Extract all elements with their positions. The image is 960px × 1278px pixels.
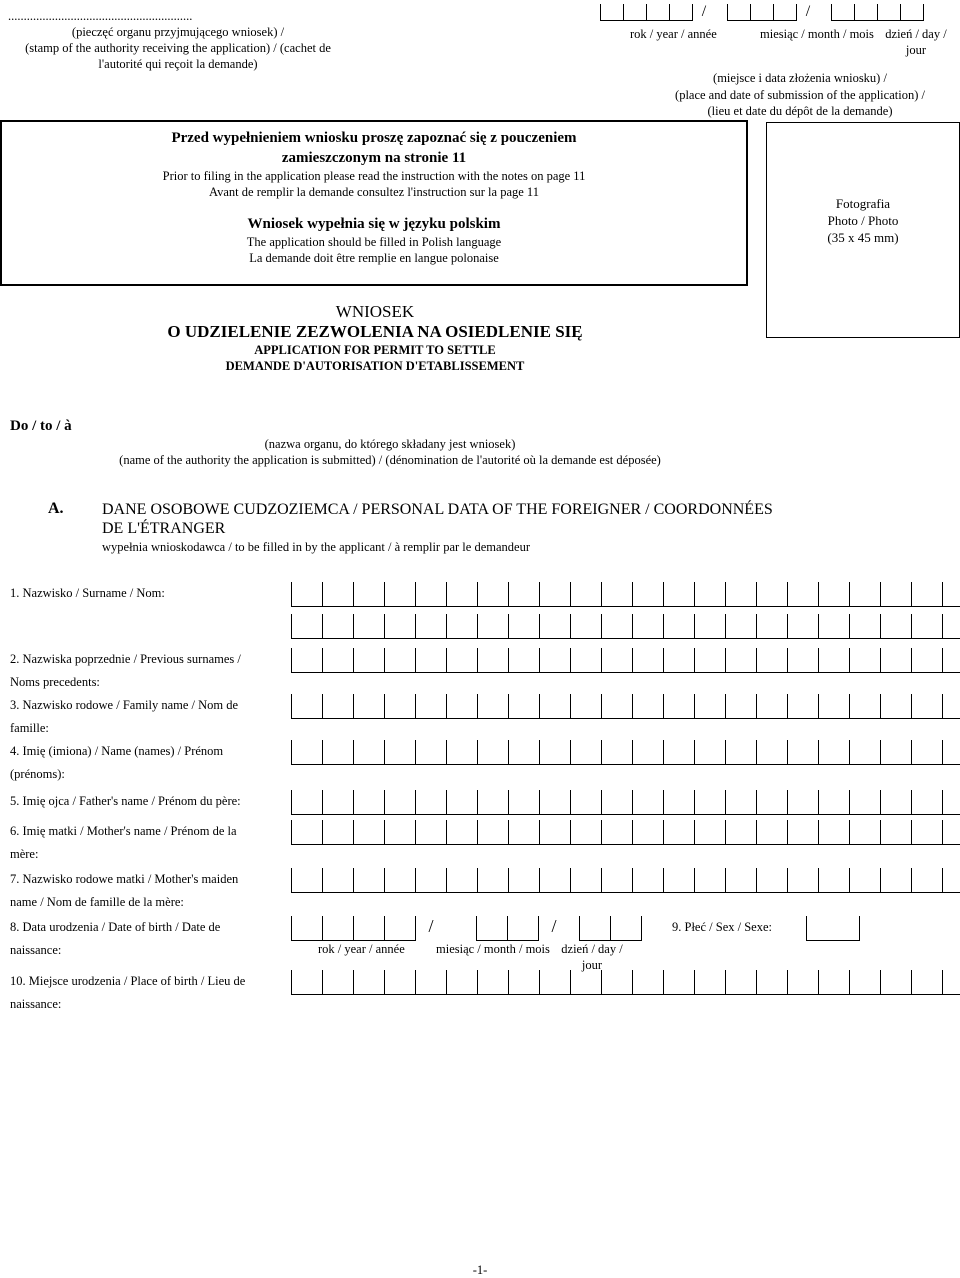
field-4-label-line2: (prénoms):: [10, 767, 65, 781]
stamp-label-en: (stamp of the authority receiving the application) / (cachet de: [25, 41, 331, 55]
section-a-title-line1: DANE OSOBOWE CUDZOZIEMCA / PERSONAL DATA OF THE FOREIGNER / COORDONNÉES: [102, 501, 773, 518]
dob-day-label-line1: dzień / day /: [561, 942, 623, 956]
field-10-label: [10, 970, 280, 1016]
dob-day-boxes[interactable]: [579, 916, 642, 941]
field-2-label-line2: Noms precedents:: [10, 675, 100, 689]
previous-surnames-boxes[interactable]: [291, 648, 960, 673]
submission-day-label-line2: jour: [905, 43, 927, 57]
authority-stamp-area: [8, 8, 348, 72]
field-8-label: [10, 916, 280, 962]
field-6-label-line1: 6. Imię matki / Mother's name / Prénom de la: [10, 824, 237, 838]
field-9-label: 9. Płeć / Sex / Sexe:: [672, 920, 772, 934]
submission-place-caption: [640, 70, 960, 120]
dob-separator: /: [551, 916, 557, 936]
field-1-label: 1. Nazwisko / Surname / Nom:: [10, 586, 165, 600]
first-names-boxes[interactable]: [291, 740, 960, 765]
field-10-label-line2: naissance:: [10, 997, 62, 1011]
language-notice-pl: Wniosek wypełnia się w języku polskim: [247, 216, 501, 232]
to-caption-en: (name of the authority the application is submitted) / (dénomination de l'autorité où la demande est déposée): [119, 453, 661, 467]
notice-line-fr: Avant de remplir la demande consultez l'instruction sur la page 11: [209, 185, 539, 199]
field-2-label-line1: 2. Nazwiska poprzednie / Previous surnames /: [10, 652, 241, 666]
dob-month-boxes[interactable]: [476, 916, 539, 941]
place-caption-pl: (miejsce i data złożenia wniosku) /: [713, 71, 887, 85]
dob-separator: /: [428, 916, 434, 936]
photo-box: [766, 122, 960, 338]
field-6-label: [10, 820, 280, 866]
to-caption: [0, 436, 780, 468]
language-notice-en: The application should be filled in Polish language: [246, 235, 502, 249]
submission-month-label: miesiąc / month / mois: [760, 27, 874, 41]
surname-boxes-row2[interactable]: [291, 614, 960, 639]
notice-line-en: Prior to filing in the application please read the instruction with the notes on page 11: [162, 169, 586, 183]
dob-day-label-line2: jour: [581, 958, 603, 972]
field-7-label-line2: name / Nom de famille de la mère:: [10, 895, 184, 909]
field-5-label: 5. Imię ojca / Father's name / Prénom du père:: [10, 794, 241, 808]
stamp-label-fr: l'autorité qui reçoit la demande): [98, 57, 258, 71]
field-3-label: [10, 694, 280, 740]
to-caption-pl: (nazwa organu, do którego składany jest wniosek): [264, 437, 516, 451]
instructions-notice-box: [0, 120, 748, 286]
notice-heading-1: Przed wypełnieniem wniosku proszę zapoznać się z pouczeniem: [171, 130, 577, 146]
field-8-label-line1: 8. Data urodzenia / Date of birth / Date de: [10, 920, 221, 934]
field-2-label: [10, 648, 280, 694]
field-6-label-line2: mère:: [10, 847, 39, 861]
dob-year-label: rok / year / année: [318, 942, 405, 956]
submission-day-label: [874, 26, 958, 58]
section-a-heading: [102, 500, 922, 556]
photo-size: (35 x 45 mm): [827, 230, 899, 245]
date-separator: /: [701, 3, 707, 20]
photo-label-pl: Fotografia: [835, 196, 891, 211]
place-caption-en: (place and date of submission of the application) /: [675, 87, 925, 102]
submission-year-label: rok / year / année: [630, 27, 717, 41]
field-4-label-line1: 4. Imię (imiona) / Name (names) / Prénom: [10, 744, 224, 758]
title-fr: DEMANDE D'AUTORISATION D'ETABLISSEMENT: [225, 359, 525, 373]
field-3-label-line1: 3. Nazwisko rodowe / Family name / Nom de: [10, 698, 239, 712]
submission-year-boxes[interactable]: [600, 4, 693, 22]
field-7-label-line1: 7. Nazwisko rodowe matki / Mother's maiden: [10, 872, 239, 886]
stamp-label-pl: (pieczęć organu przyjmującego wniosek) /: [71, 25, 285, 39]
mother-maiden-name-boxes[interactable]: [291, 868, 960, 893]
place-of-birth-boxes[interactable]: [291, 970, 960, 995]
title-pl: O UDZIELENIE ZEZWOLENIA NA OSIEDLENIE SIĘ: [167, 322, 583, 341]
page-number: -1-: [472, 1263, 488, 1277]
notice-heading-2: zamieszczonym na stronie 11: [281, 150, 467, 166]
field-4-label: [10, 740, 280, 786]
section-a-subtitle: wypełnia wnioskodawca / to be filled in by the applicant / à remplir par le demandeur: [102, 540, 530, 554]
field-8-label-line2: naissance:: [10, 943, 62, 957]
field-3-label-line2: famille:: [10, 721, 49, 735]
submission-date-field[interactable]: [600, 4, 924, 22]
field-10-label-line1: 10. Miejsce urodzenia / Place of birth / Lieu de: [10, 974, 246, 988]
photo-label-en: Photo / Photo: [827, 213, 899, 228]
date-separator: /: [805, 3, 811, 20]
form-title: [0, 302, 750, 374]
submission-month-boxes[interactable]: [727, 4, 797, 22]
mother-name-boxes[interactable]: [291, 820, 960, 845]
place-caption-fr: (lieu et date du dépôt de la demande): [707, 104, 893, 118]
family-name-boxes[interactable]: [291, 694, 960, 719]
dob-month-label: miesiąc / month / mois: [436, 942, 550, 956]
submission-day-boxes[interactable]: [831, 4, 924, 22]
surname-boxes-row1[interactable]: [291, 582, 960, 607]
father-name-boxes[interactable]: [291, 790, 960, 815]
stamp-dotted-line: ...........................................................: [8, 9, 193, 23]
title-wniosek: WNIOSEK: [335, 302, 415, 321]
title-en: APPLICATION FOR PERMIT TO SETTLE: [254, 343, 496, 357]
dob-day-label: [558, 941, 626, 973]
field-7-label: [10, 868, 280, 914]
section-letter: A.: [48, 500, 64, 517]
dob-year-boxes[interactable]: [291, 916, 416, 941]
date-of-birth-field[interactable]: [291, 916, 642, 941]
submission-day-label-line1: dzień / day /: [885, 27, 947, 41]
sex-box[interactable]: [806, 916, 860, 941]
language-notice-fr: La demande doit être remplie en langue polonaise: [249, 251, 499, 265]
section-a-title-line2: DE L'ÉTRANGER: [102, 520, 226, 537]
to-label: Do / to / à: [10, 418, 72, 434]
